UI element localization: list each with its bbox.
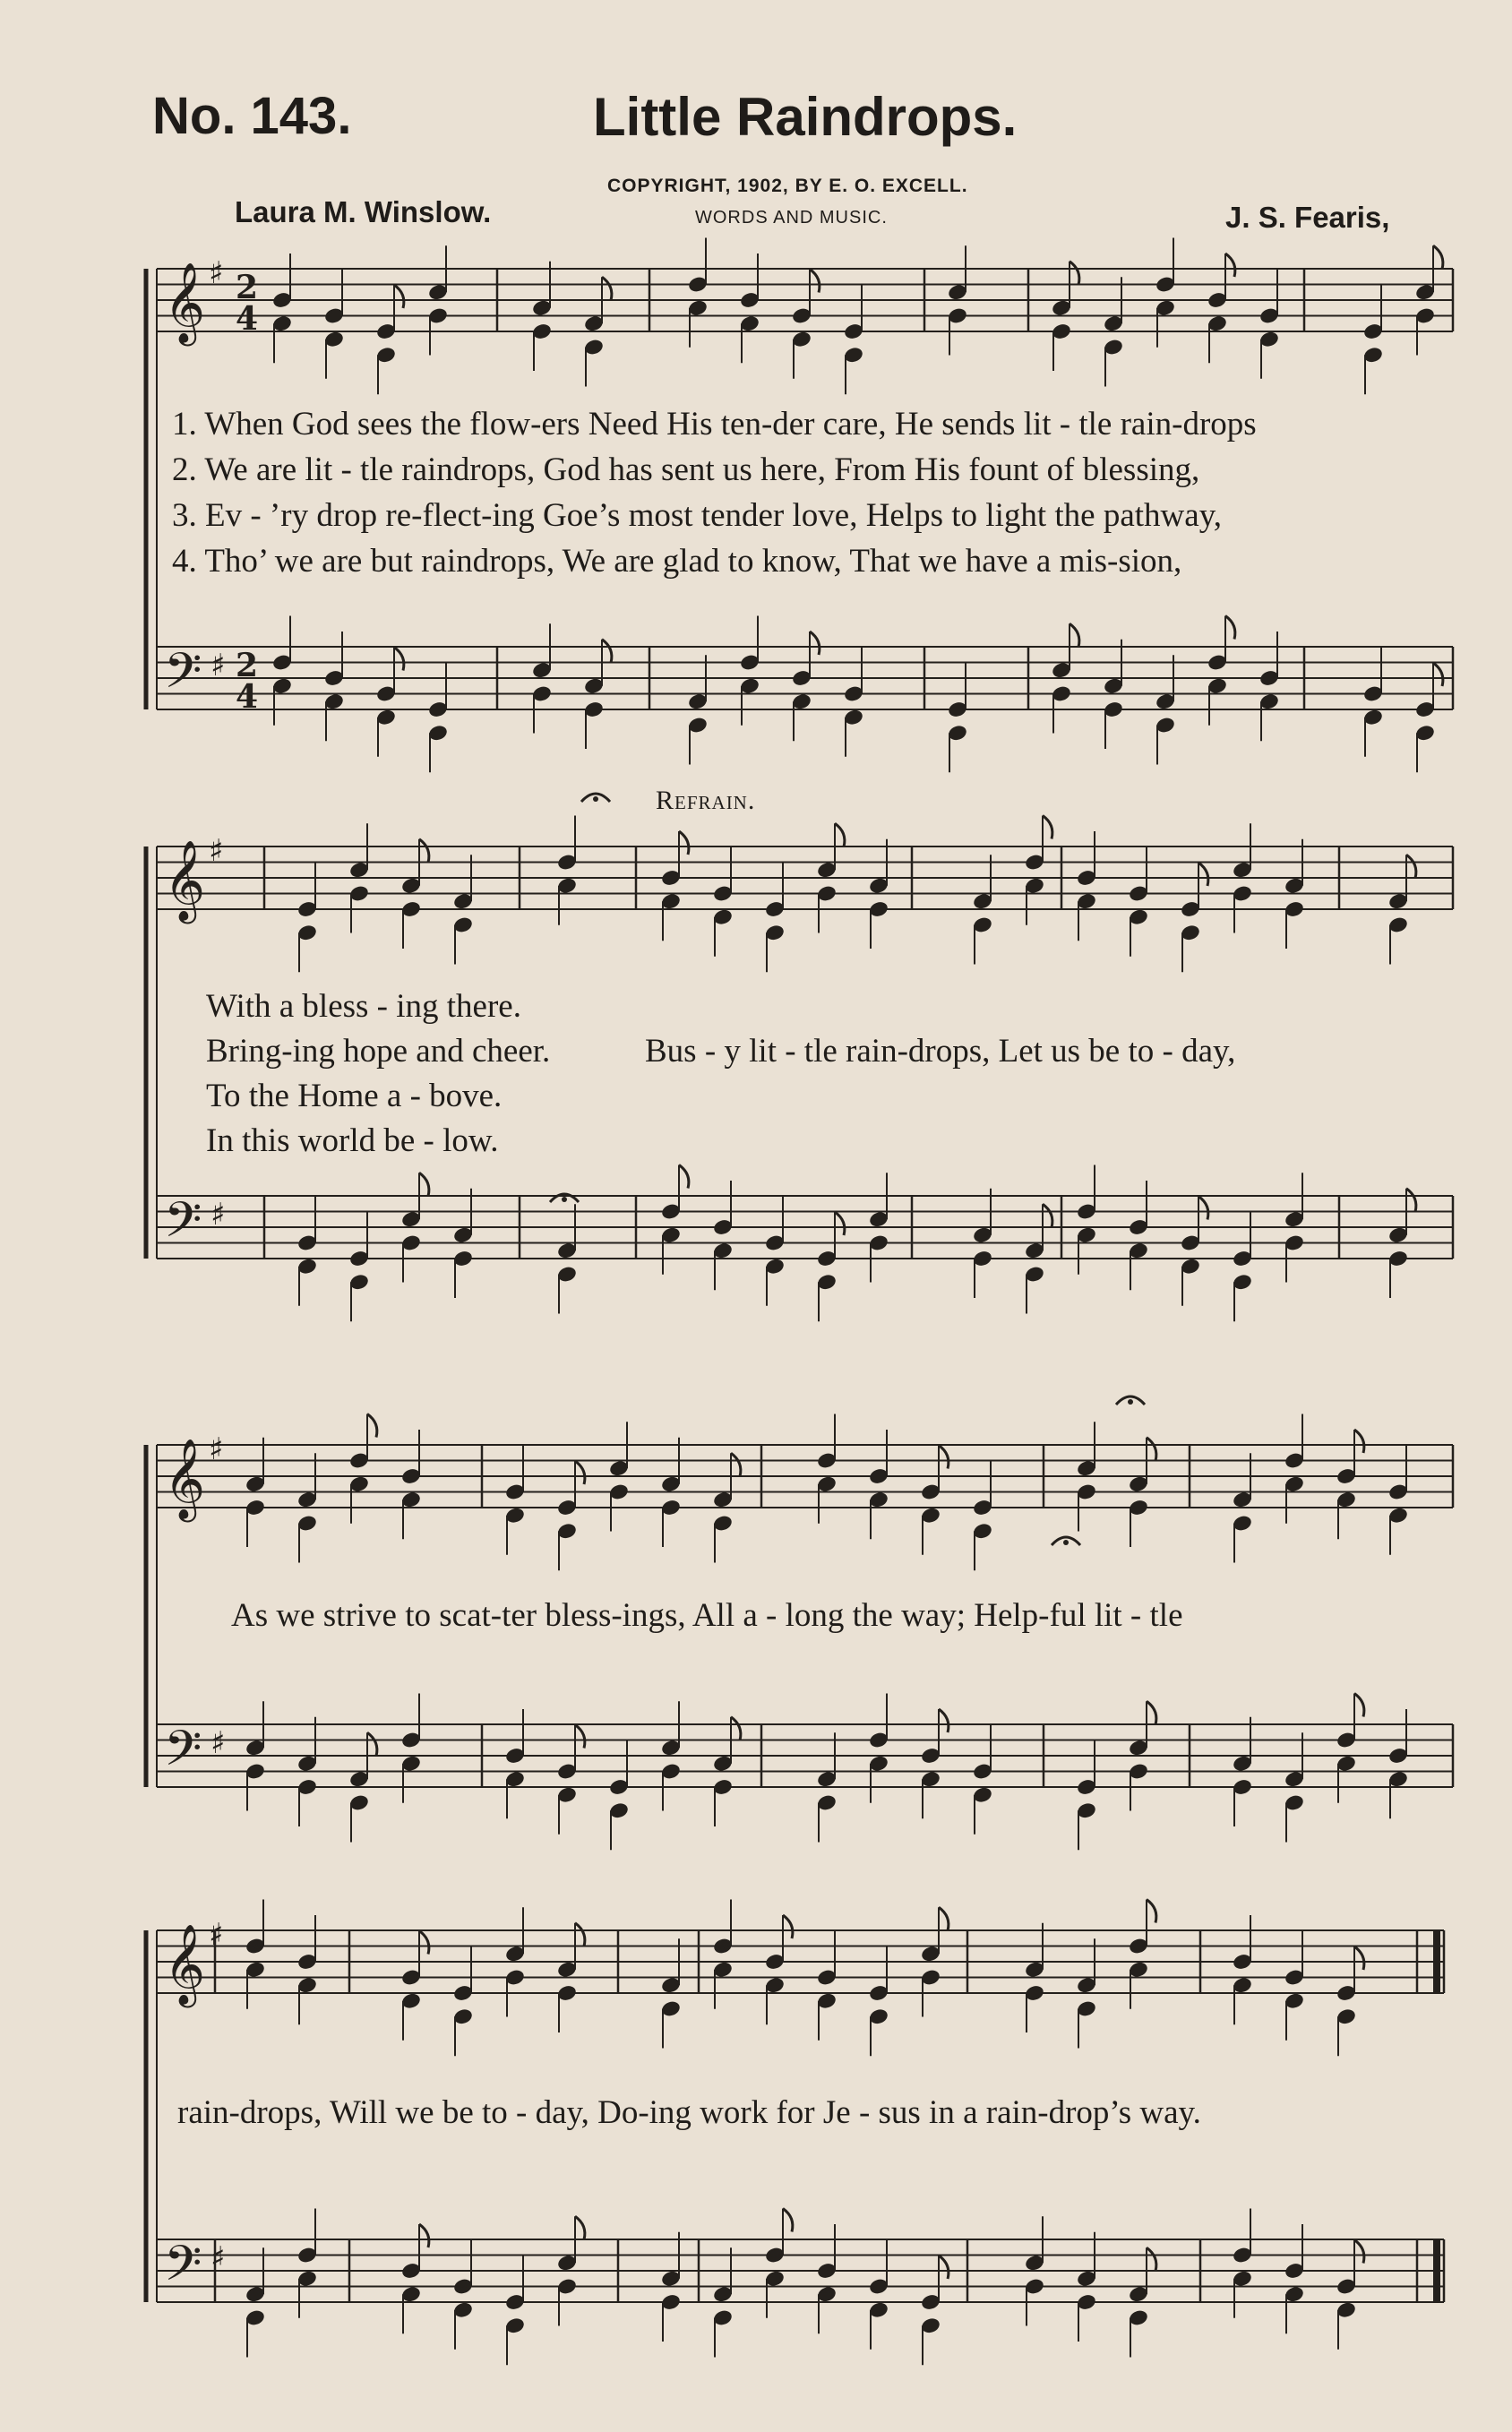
note-flag bbox=[1433, 663, 1443, 686]
note-flag bbox=[835, 1212, 845, 1235]
note-flag bbox=[1354, 1694, 1364, 1717]
note-flag bbox=[419, 1173, 429, 1196]
note-flag bbox=[1043, 1204, 1052, 1227]
note-flag bbox=[419, 1931, 429, 1955]
time-sig-top: 2 bbox=[236, 269, 259, 306]
bass-clef: 𝄢 bbox=[164, 642, 202, 711]
note-flag bbox=[679, 1165, 689, 1189]
note-flag bbox=[1147, 1900, 1156, 1923]
fermata-dot bbox=[1063, 1540, 1069, 1545]
note-flag bbox=[1198, 1197, 1208, 1220]
hymn-title: Little Raindrops. bbox=[593, 87, 1018, 147]
hymn-number: No. 143. bbox=[152, 87, 352, 145]
note-flag bbox=[1354, 2240, 1364, 2264]
note-flag bbox=[1406, 1189, 1416, 1212]
key-sharp: ♯ bbox=[210, 1197, 226, 1233]
note-flag bbox=[939, 1446, 949, 1469]
refrain-line-2: As we strive to scat-ter bless-ings, All a - long the way; Help-ful lit - tle bbox=[231, 1597, 1183, 1634]
note-flag bbox=[394, 648, 404, 671]
composer: J. S. Fearis, bbox=[1225, 201, 1390, 234]
note-flag bbox=[1147, 1701, 1156, 1724]
verse-2-line: 2. We are lit - tle raindrops, God has sent us here, From His fount of blessing, bbox=[172, 451, 1200, 488]
note-flag bbox=[575, 1461, 585, 1484]
note-flag bbox=[939, 2256, 949, 2279]
bass-clef: 𝄢 bbox=[164, 1191, 202, 1260]
time-sig-bottom: 4 bbox=[236, 300, 259, 338]
note-flag bbox=[1147, 2247, 1156, 2271]
fermata-dot bbox=[1128, 1399, 1133, 1405]
note-flag bbox=[810, 270, 820, 293]
verse-4-end: In this world be - low. bbox=[206, 1122, 499, 1159]
note-flag bbox=[394, 285, 404, 308]
note-flag bbox=[1354, 1430, 1364, 1453]
note-flag bbox=[1043, 816, 1052, 839]
key-sharp: ♯ bbox=[210, 648, 226, 683]
verse-2-end: Bring-ing hope and cheer. bbox=[206, 1033, 551, 1070]
bass-clef: 𝄢 bbox=[164, 1720, 202, 1789]
key-sharp: ♯ bbox=[210, 1725, 226, 1761]
note-flag bbox=[731, 1717, 741, 1740]
note-flag bbox=[1070, 623, 1079, 647]
note-flag bbox=[679, 831, 689, 855]
note-flag bbox=[1406, 855, 1416, 878]
treble-clef: 𝄞 bbox=[164, 1924, 206, 2005]
key-sharp: ♯ bbox=[209, 1431, 224, 1467]
note-flag bbox=[367, 1732, 377, 1756]
key-sharp: ♯ bbox=[210, 2240, 226, 2276]
note-flag bbox=[1354, 1946, 1364, 1970]
copyright-line: COPYRIGHT, 1902, BY E. O. EXCELL. bbox=[607, 176, 968, 196]
time-sig-top: 2 bbox=[236, 647, 259, 684]
note-flag bbox=[939, 1907, 949, 1930]
note-flag bbox=[1433, 245, 1443, 269]
note-flag bbox=[575, 1725, 585, 1749]
refrain-line-1: Bus - y lit - tle rain-drops, Let us be to - day, bbox=[645, 1033, 1236, 1070]
note-flag bbox=[939, 1709, 949, 1732]
verse-4-line: 4. Tho’ we are but raindrops, We are glad to know, That we have a mis-sion, bbox=[172, 543, 1182, 580]
final-bar bbox=[1433, 2239, 1440, 2302]
note-flag bbox=[835, 823, 845, 846]
note-flag bbox=[419, 2224, 429, 2247]
note-flag bbox=[575, 1923, 585, 1946]
note-flag bbox=[367, 1414, 377, 1438]
rights-line: WORDS AND MUSIC. bbox=[695, 208, 888, 228]
bass-clef: 𝄢 bbox=[164, 2235, 202, 2304]
final-bar bbox=[1433, 1930, 1440, 1993]
note-flag bbox=[783, 2209, 793, 2232]
fermata-dot bbox=[593, 796, 598, 802]
key-sharp: ♯ bbox=[209, 255, 224, 291]
treble-clef: 𝄞 bbox=[164, 1439, 206, 1519]
note-flag bbox=[1147, 1438, 1156, 1461]
note-flag bbox=[602, 277, 612, 300]
note-flag bbox=[575, 2216, 585, 2239]
refrain-label: Refrain. bbox=[656, 786, 756, 815]
note-flag bbox=[1225, 254, 1235, 277]
note-flag bbox=[731, 1453, 741, 1476]
verse-1-line: 1. When God sees the flow-ers Need His ten-der care, He sends lit - tle rain-drops bbox=[172, 406, 1257, 443]
note-flag bbox=[1225, 616, 1235, 640]
treble-clef: 𝄞 bbox=[164, 840, 206, 921]
note-flag bbox=[1198, 863, 1208, 886]
note-flag bbox=[419, 839, 429, 863]
fermata-dot bbox=[562, 1197, 567, 1202]
note-flag bbox=[1070, 262, 1079, 285]
note-flag bbox=[783, 1915, 793, 1938]
refrain-line-3: rain-drops, Will we be to - day, Do-ing work for Je - sus in a rain-drop’s way. bbox=[177, 2094, 1201, 2131]
key-sharp: ♯ bbox=[209, 1917, 224, 1953]
verse-1-end: With a bless - ing there. bbox=[206, 988, 521, 1025]
verse-3-end: To the Home a - bove. bbox=[206, 1078, 503, 1114]
key-sharp: ♯ bbox=[209, 833, 224, 869]
note-flag bbox=[602, 640, 612, 663]
treble-clef: 𝄞 bbox=[164, 262, 206, 343]
time-sig-bottom: 4 bbox=[236, 678, 259, 716]
note-flag bbox=[810, 632, 820, 655]
verse-3-line: 3. Ev - ’ry drop re-flect-ing Goe’s most tender love, Helps to light the pathway, bbox=[172, 497, 1223, 534]
lyricist: Laura M. Winslow. bbox=[235, 195, 492, 228]
